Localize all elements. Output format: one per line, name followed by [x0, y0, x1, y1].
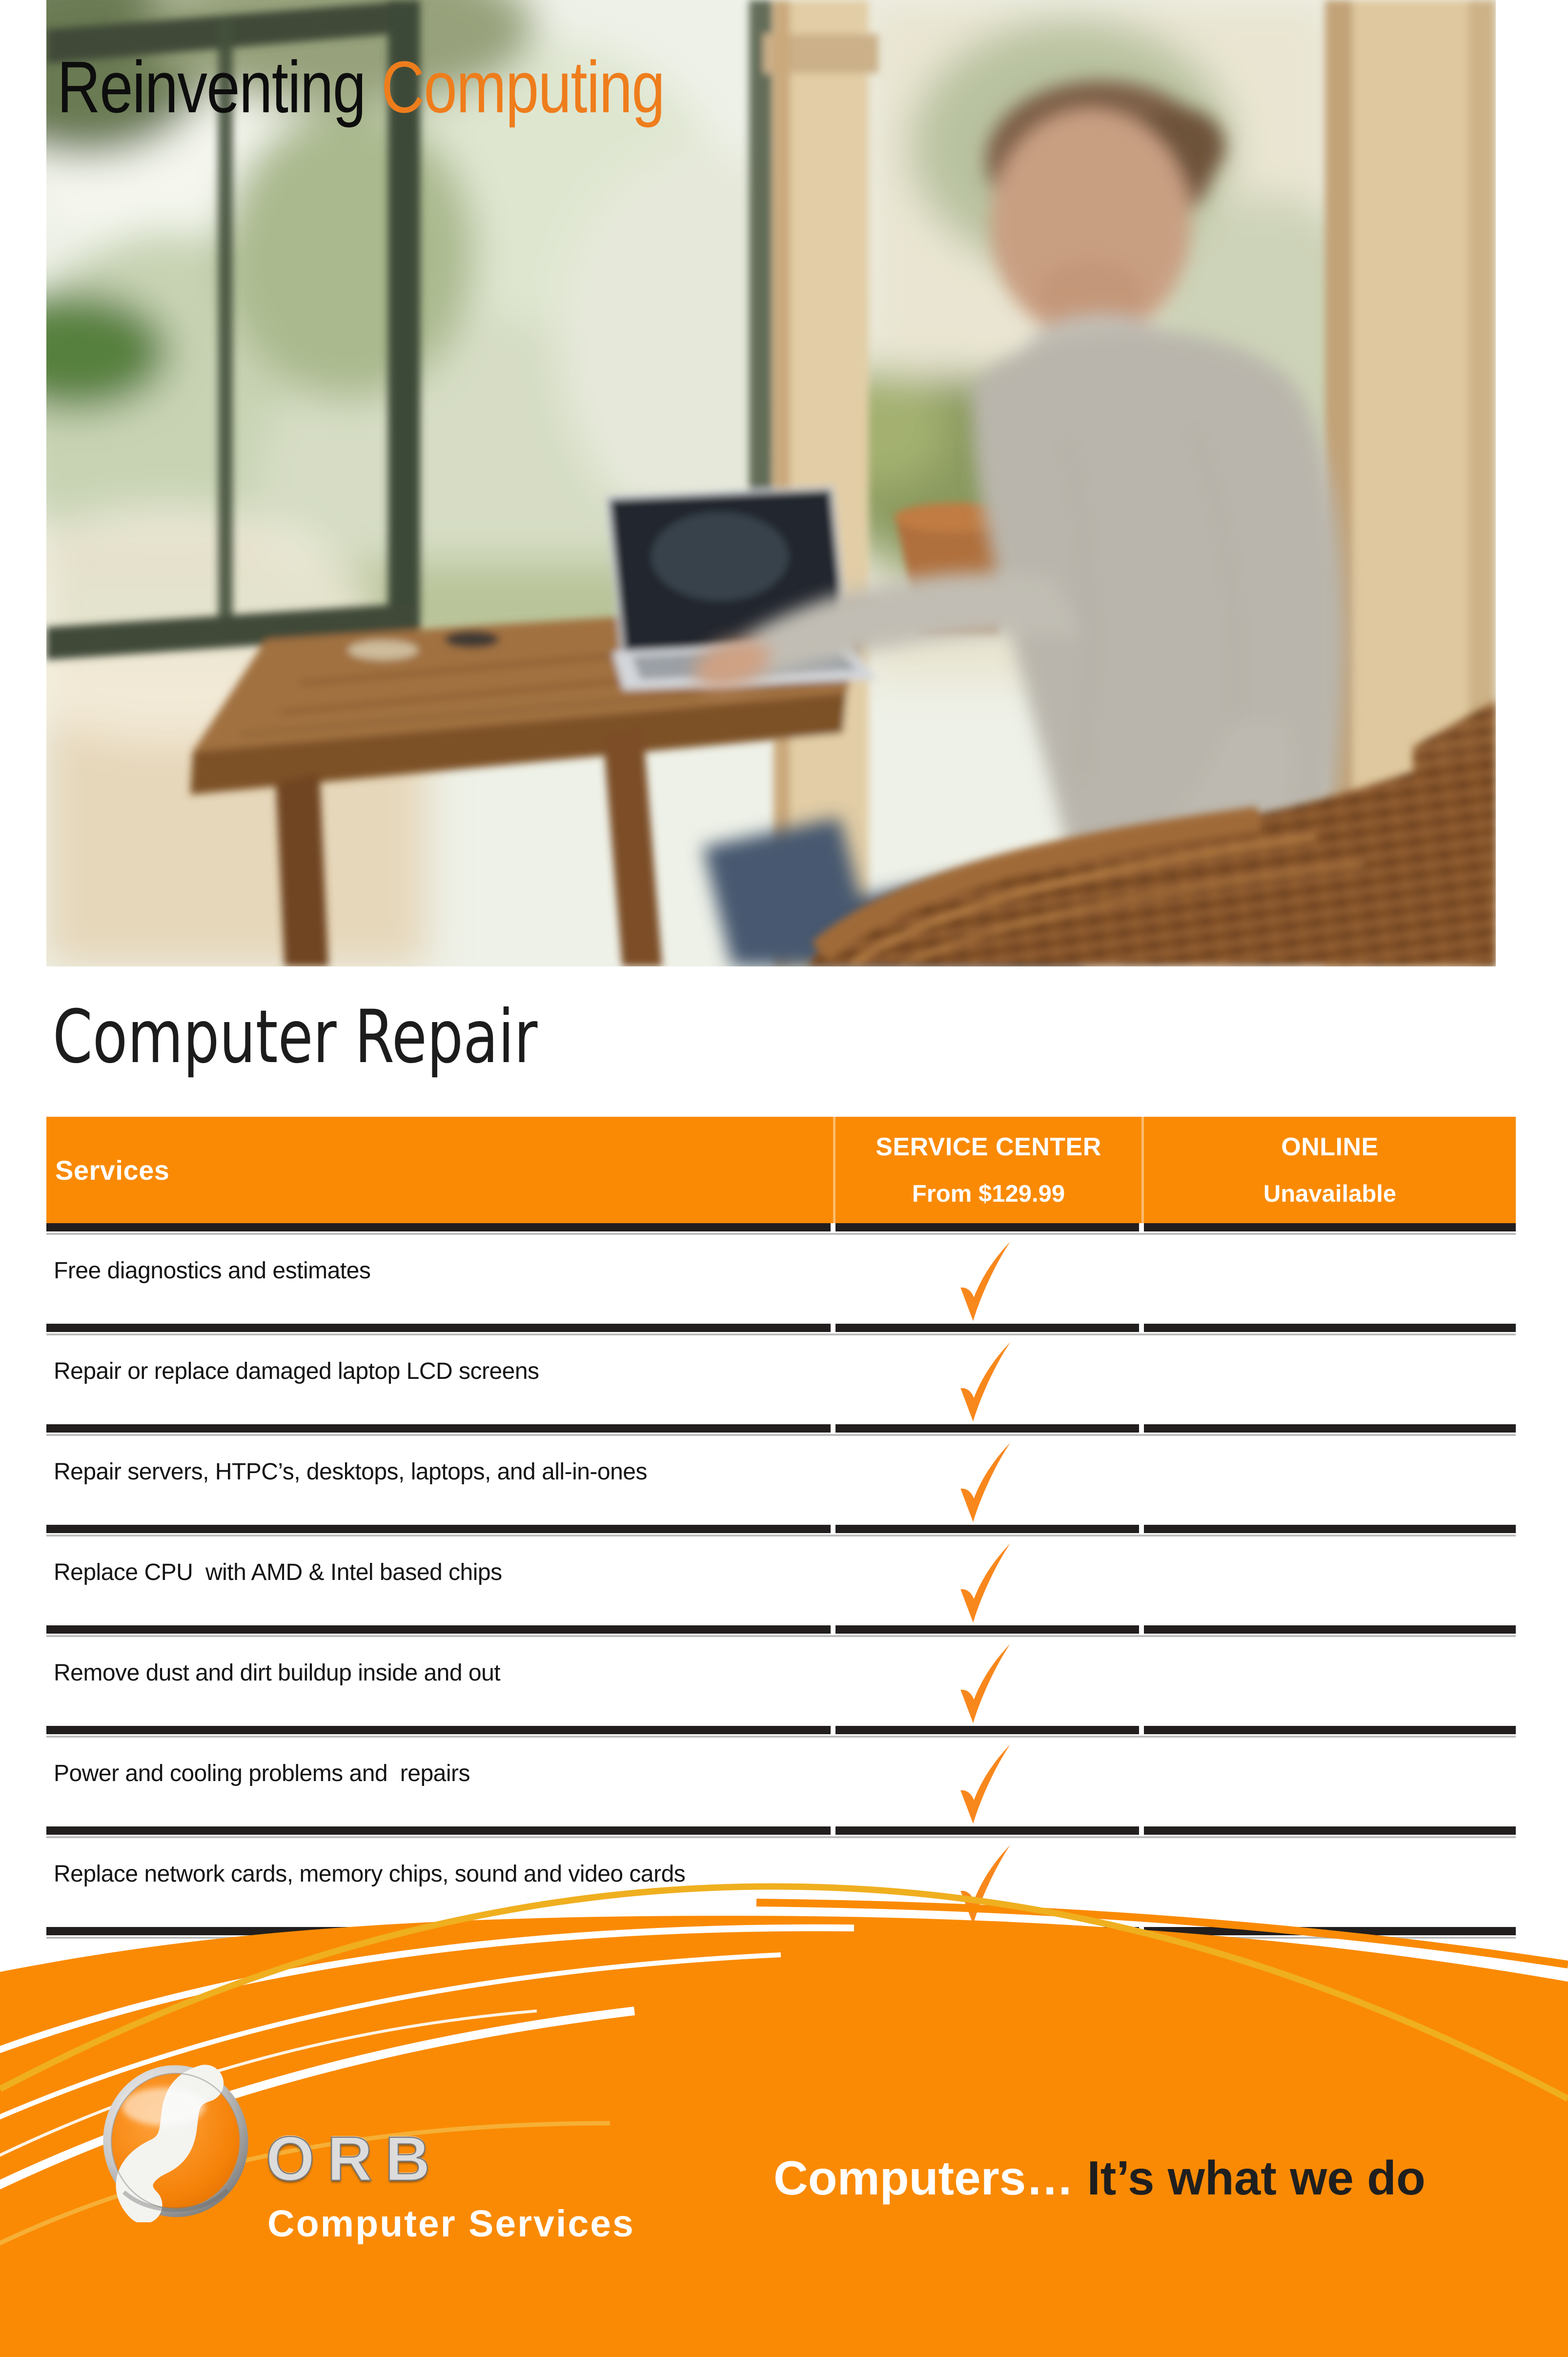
column-header-online: [1141, 1117, 1516, 1223]
divider-gap: [1139, 1424, 1144, 1433]
tagline-dark: It’s what we do: [1087, 2151, 1425, 2205]
hero-title-orange: Computing: [381, 46, 665, 128]
divider-gap: [1139, 1826, 1144, 1835]
column-header-services: [46, 1117, 833, 1223]
online-cell: [1141, 1436, 1516, 1537]
online-cell: [1141, 1637, 1516, 1738]
service-center-cell: [833, 1335, 1141, 1436]
footer: [0, 1850, 1568, 2357]
service-label: Remove dust and dirt buildup inside and out: [54, 1660, 501, 1686]
header-divider: [46, 1223, 1516, 1235]
divider-bar: [46, 1424, 1516, 1433]
row-divider: [46, 1324, 1516, 1335]
table-row: [46, 1537, 1516, 1637]
check-icon: [950, 1743, 1024, 1825]
row-divider: [46, 1424, 1516, 1436]
divider-gap: [831, 1826, 835, 1835]
table-body: [46, 1235, 1516, 1939]
table-row: [46, 1235, 1516, 1335]
online-cell: [1141, 1235, 1516, 1335]
services-header-label: Services: [55, 1154, 170, 1186]
online-cell: [1141, 1738, 1516, 1838]
service-center-cell: [833, 1738, 1141, 1838]
service-center-cell: [833, 1436, 1141, 1537]
service-cell: [46, 1436, 833, 1537]
service-center-cell: [833, 1235, 1141, 1335]
divider-bar: [46, 1625, 1516, 1634]
divider-gap: [831, 1424, 835, 1433]
service-cell: [46, 1335, 833, 1436]
online-label: ONLINE: [1281, 1133, 1379, 1161]
divider-gap: [831, 1223, 835, 1231]
service-cell: [46, 1235, 833, 1335]
orb-sphere-icon: [94, 2058, 258, 2222]
divider-gap: [1139, 1525, 1144, 1533]
hero-title: [57, 45, 664, 129]
orb-logo-subtitle: Computer Services: [267, 2203, 635, 2245]
row-divider: [46, 1525, 1516, 1537]
divider-gap: [831, 1324, 835, 1332]
check-icon: [950, 1643, 1024, 1725]
divider-gap: [1139, 1726, 1144, 1734]
service-label: Free diagnostics and estimates: [54, 1258, 371, 1284]
service-label: Repair servers, HTPC’s, desktops, laptops, and all-in-ones: [54, 1459, 647, 1485]
check-icon: [950, 1241, 1024, 1323]
divider-bar: [46, 1726, 1516, 1734]
online-availability: Unavailable: [1263, 1181, 1397, 1207]
divider-bar: [46, 1826, 1516, 1835]
check-icon-service-center: [950, 1442, 1024, 1524]
orb-logo-icon: [94, 2058, 258, 2229]
service-label: Replace CPU with AMD & Intel based chips: [54, 1559, 502, 1585]
divider-bar: [46, 1223, 1516, 1231]
column-header-service-center: [833, 1117, 1141, 1223]
table-row: [46, 1637, 1516, 1738]
check-icon-service-center: [950, 1643, 1024, 1725]
table-row: [46, 1436, 1516, 1537]
check-icon-service-center: [950, 1241, 1024, 1323]
divider-gap: [831, 1625, 835, 1634]
row-divider: [46, 1625, 1516, 1637]
service-label: Repair or replace damaged laptop LCD screens: [54, 1358, 539, 1384]
divider-gap: [831, 1525, 835, 1533]
hero-photo: [46, 0, 1496, 966]
divider-gap: [1139, 1625, 1144, 1634]
service-center-price: From $129.99: [912, 1181, 1065, 1207]
footer-tagline: [774, 2151, 1425, 2206]
service-cell: [46, 1637, 833, 1738]
check-icon: [950, 1542, 1024, 1624]
divider-bar: [46, 1324, 1516, 1332]
divider-bar: [46, 1525, 1516, 1533]
divider-gap: [831, 1726, 835, 1734]
table-header-row: [46, 1117, 1516, 1223]
service-cell: [46, 1537, 833, 1637]
service-center-cell: [833, 1537, 1141, 1637]
page-title: Computer Repair: [53, 995, 538, 1080]
divider-gap: [1139, 1324, 1144, 1332]
check-icon: [950, 1341, 1024, 1423]
row-divider: [46, 1726, 1516, 1738]
service-cell: [46, 1738, 833, 1838]
check-icon: [950, 1442, 1024, 1524]
table-row: [46, 1335, 1516, 1436]
online-cell: [1141, 1335, 1516, 1436]
service-center-cell: [833, 1637, 1141, 1738]
service-label: Power and cooling problems and repairs: [54, 1761, 470, 1786]
orb-logo-text: ORB: [266, 2124, 443, 2194]
service-label: Replace network cards, memory chips, sound and video cards: [54, 1861, 686, 1887]
table-row: [46, 1738, 1516, 1838]
hero-title-black: Reinventing: [57, 46, 366, 128]
divider-gap: [1139, 1223, 1144, 1231]
check-icon-service-center: [950, 1743, 1024, 1825]
check-icon-service-center: [950, 1542, 1024, 1624]
row-divider: [46, 1826, 1516, 1838]
tagline-white: Computers…: [774, 2151, 1087, 2205]
check-icon-service-center: [950, 1341, 1024, 1423]
hero-photo-illustration: [46, 0, 1496, 966]
services-table: [46, 1117, 1516, 1939]
online-cell: [1141, 1537, 1516, 1637]
service-center-label: SERVICE CENTER: [876, 1133, 1101, 1161]
